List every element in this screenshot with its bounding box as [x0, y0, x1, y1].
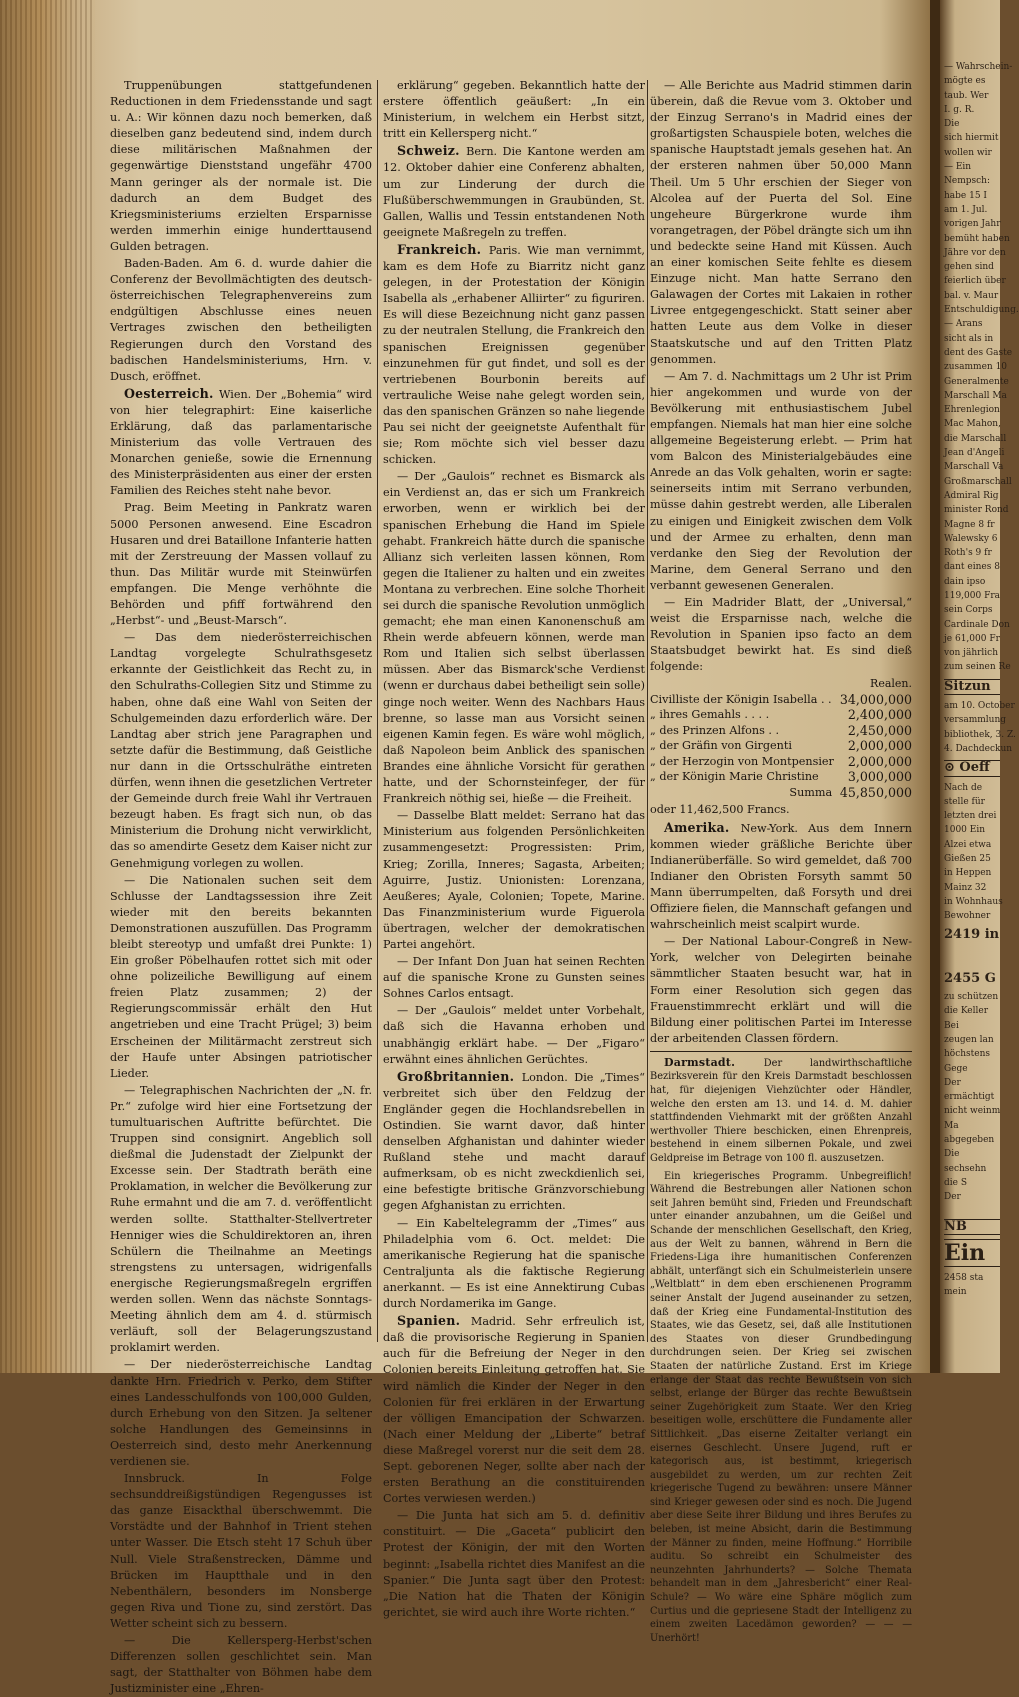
column-rule-1 [377, 80, 378, 1342]
edge-text-line: die Marschall [944, 433, 1007, 444]
edge-text-line: wollen wir [944, 147, 992, 158]
article-paragraph: — Der Infant Don Juan hat seinen Rechten auf die spanische Krone zu Gunsten seines Sohnes Carlos entsagt. [383, 955, 645, 1001]
budget-row-amount: 2,450,000 [847, 722, 912, 738]
edge-text-line: Die [944, 119, 960, 130]
edge-text-line: Walewsky 6 [944, 533, 998, 544]
article-paragraph: Frankreich. Paris. Wie man vernimmt, kam es dem Hofe zu Biarritz nicht ganz gelegen, in der Protestation der Königin Isabella als „erhabener Alliirter“ zu figuriren. Es will diese Bezeichnung nicht ganz passen zu der neutralen Stellung, die Frankreich den spanischen Ereignissen gegenüber einzunehmen für gut findet, und soll es der vertriebenen Bourbonin bereits auf vertrauliche Weise nahe gelegt worden sein, das den spanischen Gränzen so nahe liegende Pau sei nicht der geeignetste Aufenthalt für sie; Rom möchte sich viel besser dazu schicken. [383, 241, 645, 467]
article-paragraph: Truppenübungen stattgefundenen Reductionen in dem Friedensstande und sagt u. A.: Wir können dazu noch bemerken, daß dieselben ganz bedeutend sind, indem durch diese militärischen Maßnahmen der gegenwärtige Dienststand ungefähr 4700 Mann geringer als der normale ist. Die dadurch an dem Budget des Kriegsministeriums erzielten Ersparnisse werden immerhin einige hunderttausend Gulden betragen. [110, 79, 372, 253]
edge-text-line: in Wohnhaus [944, 896, 1003, 907]
edge-text-line: 119,000 Fra [944, 590, 1000, 601]
book-spine [930, 0, 940, 1373]
budget-row-amount: 2,000,000 [847, 738, 912, 754]
edge-text-line: am 10. October [944, 701, 1015, 712]
budget-row-amount: 3,000,000 [847, 769, 912, 785]
binding-edge [0, 0, 95, 1373]
edge-text-line: Roth's 9 fr [944, 548, 992, 559]
edge-text-line: Gießen 25 [944, 854, 991, 865]
edge-text-line: Generalmente [944, 376, 1009, 387]
budget-row-amount: 2,000,000 [847, 753, 912, 769]
budget-row-label: „ der Gräfin von Girgenti [650, 739, 792, 753]
edge-text-line: zeugen lan [944, 1035, 994, 1045]
edge-text-line: dent des Gaste [944, 347, 1013, 358]
edge-text-line: Jähre vor den [944, 247, 1006, 258]
budget-row-label: „ des Prinzen Alfons . . [650, 723, 780, 737]
article-paragraph: — Dasselbe Blatt meldet: Serrano hat das Ministerium aus folgenden Persönlichkeiten zusammengesetzt: Progressisten: Prim, Krieg; Zorilla, Inneres; Sagasta, Arbeiten; Aguirre, Justiz. Unionisten: Lorenzana, Aeußeres; Ayale, Colonien; Topete, Marine. Das Finanzministerium wurde Figuerola übertragen, welcher der demokratischen Partei angehört. [383, 809, 645, 951]
column-3-articles [650, 78, 912, 675]
column-2 [383, 78, 645, 1619]
edge-text-line: Marschall Ma [944, 390, 1007, 401]
article-paragraph: — Der National Labour-Congreß in New-York, welcher von Delegirten beinahe sämmtlicher Staaten besucht war, hat in Form einer Resolution sich gegen das Frauenstimmrecht erklärt und will die Bildung einer politischen Partei im Interesse der arbeitenden Classen fördern. [650, 935, 912, 1045]
article-paragraph: — Alle Berichte aus Madrid stimmen darin überein, daß die Revue vom 3. Oktober und der Einzug Serrano's in Madrid eines der großartigsten Schauspiele boten, welches die spanische Hauptstadt jemals gesehen hat. An der ersteren nahmen über 50,000 Mann Theil. Um 5 Uhr erschien der Sieger von Alcolea auf der Puerta del Sol. Eine ungeheure Bürgerkrone wurde ihm vorangetragen, der Pöbel drängte sich um ihn und bedeckte seine Hand mit Küssen. Auch an einer komischen Seite fehlte es diesem Einzuge nicht. Man hatte Serrano den Galawagen der Cortes mit Lakaien in rother Livree entgegengeschickt. Statt seiner aber hatten Leute aus dem Volke in dieser Staatskutsche und auf den Tritten Platz genommen. [650, 79, 913, 366]
edge-text-line: Alzei etwa [944, 839, 992, 850]
budget-francs: oder 11,462,500 Francs. [650, 803, 790, 817]
adjacent-page-edge [944, 60, 1019, 1340]
edge-text-line: Marschall Va [944, 462, 1004, 473]
edge-text-line: in Heppen [944, 868, 992, 879]
budget-total-label: Summa [789, 785, 833, 799]
budget-row [650, 769, 912, 785]
separator-rule [650, 1051, 912, 1052]
edge-text-line: vorigen Jahr [944, 219, 1001, 230]
edge-text-line: dain ipso [944, 576, 986, 587]
edge-text-line: Cardinale Don [944, 619, 1010, 630]
edge-text-line: sechsehn [944, 1163, 987, 1174]
edge-text-line: Ma [944, 1120, 959, 1131]
budget-row-label: „ ihres Gemahls . . . . [650, 708, 770, 722]
edge-text-line: Bewohner [944, 911, 991, 922]
edge-text-line: sein Corps [944, 605, 993, 616]
budget-row-label: „ der Herzogin von Montpensier [650, 754, 834, 768]
edge-text-line: zusammen 10 [944, 362, 1008, 373]
article-paragraph: — Der „Gaulois“ meldet unter Vorbehalt, daß sich die Havanna erhoben und unabhängig erklärt habe. — Der „Figaro“ erwähnt eines ähnlichen Gerüchtes. [383, 1004, 645, 1066]
budget-row [650, 738, 912, 754]
edge-text-line: bibliothek, 3. Z. [944, 729, 1016, 740]
budget-row [650, 692, 912, 708]
article-paragraph: — Der niederösterreichische Landtag dankte Hrn. Friedrich v. Perko, dem Stifter eines Landesschulfonds von 100,000 Gulden, durch Erhebung von den Sitzen. Ja seltener solche Handlungen des Gemeinsinns in Oesterreich sind, desto mehr Anerkennung verdienen sie. [110, 1358, 372, 1468]
edge-text-line: 1000 Ein [944, 825, 986, 836]
edge-text-line: Nach de [944, 782, 983, 793]
edge-text-line: bemüht haben [944, 233, 1010, 244]
article-paragraph: Schweiz. Bern. Die Kantone werden am 12. Oktober dahier eine Conferenz abhalten, um zur Linderung der durch die Flußüberschwemmungen in Graubünden, St. Gallen, Wallis und Tessin entstandenen Noth geeignete Maßregeln zu treffen. [383, 143, 645, 239]
edge-text-line: versammlung [944, 715, 1006, 726]
article-paragraph: — Die Nationalen suchen seit dem Schlusse der Landtagssession ihre Zeit wieder mit den bereits bekannten Demonstrationen auszufüllen. Das Programm bleibt stereotyp und umfaßt drei Punkte: 1) Ein großer Pöbelhaufen rottet sich mit oder ohne polizeiliche Bewilligung auf einem freien Platz zusammen; 2) der Regierungscommissär erhält den Hut angetrieben und eine Tracht Prügel; 3) beim Erscheinen der Militärmacht zerstreut sich der Haufe unter Absingen patriotischer Lieder. [110, 873, 372, 1080]
edge-text-line: am 1. Jul. [944, 204, 988, 215]
edge-text-line: minister Rond [944, 505, 1009, 516]
article-paragraph: — Ein Madrider Blatt, der „Universal,“ weist die Ersparnisse nach, welche die Revolution in Spanien ipso facto an dem Staatsbudget bewirkt hat. Es sind dieß folgende: [650, 596, 912, 674]
edge-text-line: Entschuldigung. [944, 305, 1019, 316]
edge-text-line: je 61,000 Fr [944, 633, 1000, 644]
edge-header-oeff: ⊙ Oeff [944, 760, 1000, 776]
edge-text-line: Bei [944, 1020, 959, 1031]
edge-nb: NB [944, 1219, 1000, 1235]
edge-text-line: mein [944, 1287, 967, 1298]
budget-row-amount: 2,400,000 [847, 707, 912, 723]
article-paragraph: Großbritannien. London. Die „Times“ verbreitet sich über den Feldzug der Engländer gegen die Hochlandsrebellen in Ostindien. Sie warnt davor, daß hinter denselben Afghanistan und dahinter wieder Rußland stehe und macht darauf aufmerksam, ob es nicht zweckdienlich sei, eine befestigte britische Gränzvorschiebung gegen Afghanistan zu errichten. [383, 1068, 645, 1213]
edge-text-line: sich hiermit [944, 133, 999, 144]
article-paragraph: — Die Kellersperg-Herbst'schen Differenzen sollen geschlichtet sein. Man sagt, der Statthalter von Böhmen habe dem Justizminister eine „Ehren- [110, 1634, 372, 1696]
column-3 [650, 78, 913, 1644]
edge-text-line: bal. v. Maur [944, 290, 999, 301]
edge-text-line: Die [944, 1149, 960, 1160]
edge-header-sitzung: Sitzun [944, 679, 1000, 695]
edge-text-line: Nempsch: [944, 176, 990, 187]
edge-text-line: Jean d'Angeli [944, 448, 1005, 459]
edge-num-1: 2419 in [944, 926, 1000, 942]
edge-text-line: sicht als in [944, 333, 994, 344]
edge-header-ein: Ein [944, 1239, 1000, 1267]
article-paragraph: — Ein Kabeltelegramm der „Times“ aus Philadelphia vom 6. Oct. meldet: Die amerikanische Regierung hat die spanische Centraljunta als die faktische Regierung anerkannt. — Es ist eine Annektirung Cubas durch Nordamerika im Gange. [383, 1216, 645, 1311]
edge-text-line: 4. Dachdeckun [944, 743, 1013, 754]
edge-text-line: Der [944, 1077, 961, 1088]
edge-text-line: die S [944, 1177, 967, 1188]
budget-total: 45,850,000 [839, 784, 912, 800]
article-paragraph: Innsbruck. In Folge sechsunddreißigstündigen Regengusses ist das ganze Eisackthal überschwemmt. Die Vorstädte und der Bahnhof in Trient stehen unter Wasser. Die Etsch steht 17 Schuh über Null. Viele Straßenstrecken, Dämme und Brücken im Hauptthale und in den Nebenthälern, besonders im Nonsberge gegen Riva und Tione zu, sind zerstört. Das Wetter scheint sich zu bessern. [110, 1472, 372, 1630]
edge-text-line: feierlich über [944, 276, 1006, 287]
article-paragraph: erklärung“ gegeben. Bekanntlich hatte der erstere öffentlich geäußert: „In ein Ministerium, in welchem ein Herbst sitzt, tritt ein Kellersperg nicht.“ [383, 79, 645, 141]
edge-text-line: dant eines 8 [944, 562, 1000, 573]
edge-text-line: mögte es [944, 76, 986, 87]
edge-text-line: — Ein [944, 162, 972, 173]
edge-text-line: I. g. R. [944, 104, 975, 115]
edge-text-line: stelle für [944, 796, 985, 807]
article-paragraph: — Am 7. d. Nachmittags um 2 Uhr ist Prim hier angekommen und wurde von der Bevölkerung mit enthusiastischem Jubel empfangen. Niemals hat man hier eine solche allgemeine Begeisterung erlebt. — Prim hat vom Balcon des Ministerialgebäudes eine Anrede an das Volk gehalten, worin er sagte: seinerseits intim mit Serrano verbunden, müsse dahin gestrebt werden, alle Liberalen zu einigen und Einigkeit zwischen dem Volk und der Armee zu erhalten, denn man verdanke den Sieg der Revolution der Marine, dem General Serrano und den verbannt gewesenen Generalen. [650, 369, 912, 592]
article-paragraph: — Der „Gaulois“ rechnet es Bismarck als ein Verdienst an, das er sich um Frankreich erworben, wenn er wirklich bei der spanischen Erhebung die Hand im Spiele gehabt. Frankreich hätte durch die spanische Allianz sich verleiten lassen können, Rom gegen die Italiener zu halten und ein zweites Montana zu verbrechen. Eine solche Thorheit sei durch die spanische Revolution unmöglich gemacht; ehe man einen Kanonenschuß am Rhein werde abfeuern können, werde man Rom und Italien sich selbst überlassen müssen. Aber das Bismarck'sche Verdienst (wenn er durchaus dabei betheiligt sein solle) ginge noch weiter. Wenn des Nachbars Haus brenne, so lasse man aus Vorsicht seinen eigenen Kamin fegen. Es wäre wohl möglich, daß Napoleon beim Anblick des spanischen Brandes eine ähnliche Vorsicht für gerathen hatte, und der Schornsteinfeger, der für Frankreich nöthig sei, hieße — die Freiheit. [383, 470, 645, 806]
edge-text-line: letzten drei [944, 811, 997, 822]
article-paragraph: — Telegraphischen Nachrichten der „N. fr. Pr.“ zufolge wird hier eine Fortsetzung der tumultuarischen Auftritte befürchtet. Die Truppen sind consignirt. Angeblich soll dießmal die Judenstadt der Zielpunkt der Excesse sein. Der Stadtrath beräth eine Proklamation, in welcher die Bevölkerung zur Ruhe ermahnt und die am 7. d. veröffentlicht werden sollte. Statthalter-Stellvertreter Henniger wies die Schuldirektoren an, ihren Schülern die Theilnahme an Meetings strengstens zu untersagen, widrigenfalls energische Regierungsmaßregeln ergriffen werden sollen. Wenn das nächste Sonntags-Meeting ähnlich dem am 4. d. stürmisch verläuft, soll der Belagerungszustand proklamirt werden. [110, 1083, 372, 1355]
article-paragraph: Oesterreich. Wien. Der „Bohemia“ wird von hier telegraphirt: Eine kaiserliche Erklärung, daß das parlamentarische Ministerium das volle Vertrauen des Monarchen genieße, sowie die Ernennung des Ministerpräsidenten aus einer der ersten Familien des Reiches steht nahe bevor. [110, 385, 372, 498]
edge-text-line: abgegeben [944, 1135, 995, 1146]
article-paragraph: Spanien. Madrid. Sehr erfreulich ist, daß die provisorische Regierung in Spanien auch für die Befreiung der Neger in den Colonien bereits Einleitung getroffen hat. Sie wird nämlich die Kinder der Neger in den Colonien für frei erklären in der Erwartung der völligen Emancipation der Schwarzen. (Nach einer Meldung der „Liberte“ betraf diese Maßregel vorerst nur die seit dem 28. Sept. geborenen Neger, sollte aber nach der ersten Berathung an die constituirenden Cortes verwiesen werden.) [383, 1313, 645, 1506]
edge-text-line: nicht weinm [944, 1106, 1001, 1117]
budget-header: Realen. [870, 677, 912, 691]
column-3-america [650, 820, 912, 1047]
notice-paragraph: Ein kriegerisches Programm. Unbegreiflich! Während die Bestrebungen aller Nationen schon seit Jahren bemüht sind, Frieden und Freundschaft unter einander anzubahnen, um die Geißel und Schande der menschlichen Gesellschaft, den Krieg, aus der Welt zu bannen, während in Bern die Friedens-Liga ihre humanitischen Conferenzen abhält, unterfängt sich ein Schulmeisterlein unsere „Weltblatt“ in dem eben erschienenen Programm seiner Anstalt der Jugend auseinander zu setzen, daß der Krieg eine Fundamental-Institution des Staates, wie das Gesetz, sei, daß alle Institutionen des Staates von dieser Grundbedingung durchdrungen seien. Der Krieg sei zwischen Staaten der natürliche Zustand. Erst im Kriege erlange der Staat das rechte Bewußtsein von sich selbst, erlange der Bürger das rechte Bewußtsein seiner Zugehörigkeit zum Staate. Wer den Krieg beseitigen wolle, erschüttere die Fundamente aller Sittlichkeit. „Das eiserne Zeitalter verlangt ein eisernes Geschlecht. Unsere Jugend, ruft er kategorisch aus, ist bestimmt, kriegerisch ausgebildet zu werden, um zur rechten Zeit kriegerische Tugend zu bewähren: unsere Männer sind Krieger gewesen oder sind es noch. Die Jugend aber diese Seite ihrer Bildung und ihres Berufes zu beleben, ist meine Absicht, darin die Bestimmung der Männer zu finden, meine Hoffnung.“ Horribile auditu. So schreibt ein Schulmeister des neunzehnten Jahrhunderts? — Solche Themata behandelt man in dem „Jahresbericht“ einer Real-Schule? — Wo wäre eine Sphäre möglich zum Curtius und die gepriesene Stadt der Intelligenz zu einem zweiten Lacedämon geworden? — — — Unerhört! [650, 1170, 912, 1644]
budget-row [650, 723, 912, 739]
edge-text-line: Großmarschall [944, 476, 1012, 487]
edge-text-line: taub. Wer [944, 90, 989, 101]
budget-row-label: Civilliste der Königin Isabella . . [650, 692, 832, 706]
edge-text-line: gehen sind [944, 262, 994, 273]
edge-text-line: Der [944, 1192, 961, 1203]
edge-text-line: zu schützen [944, 992, 999, 1003]
edge-text-line: 2458 sta [944, 1272, 984, 1283]
column-rule-2 [647, 80, 648, 1342]
budget-table [650, 676, 912, 800]
edge-text-line: Gege [944, 1063, 968, 1074]
edge-text-line: Magne 8 fr [944, 519, 995, 530]
article-paragraph: — Das dem niederösterreichischen Landtag vorgelegte Schulrathsgesetz erkannte der Geistlichkeit das Recht zu, in den Schulraths-Collegien Sitz und Stimme zu haben, ohne daß eine Wahl von Seiten der Schulgemeinden dazu erforderlich wäre. Der Landtag aber strich jene Paragraphen und setzte dafür die Bestimmung, daß Geistliche nur dann in die Ortsschulräthe eintreten dürfen, wenn ihnen die gesetzlichen Vertreter der Gemeinde durch freie Wahl ihr Vertrauen bezeugt haben. Es fragt sich nun, ob das Ministerium die Drohung nicht verwirklicht, das so amendirte Gesetz dem Kaiser nicht zur Genehmigung vorlegen zu wollen. [110, 631, 372, 870]
edge-text-line: Mainz 32 [944, 882, 987, 893]
edge-text-line: die Keller [944, 1006, 989, 1017]
budget-row-amount: 34,000,000 [839, 691, 912, 707]
edge-text-line: Mac Mahon, [944, 419, 1001, 430]
article-paragraph: Amerika. New-York. Aus dem Innern kommen wieder gräßliche Berichte über Indianerüberfälle. So wird gemeldet, daß 700 Indianer den Obristen Forsyth sammt 50 Mann überrumpelten, daß Forsyth und drei Offiziere fielen, die Mannschaft gefangen und wahrscheinlich meist scalpirt wurde. [650, 819, 912, 932]
edge-num-2: 2455 G [944, 970, 996, 986]
budget-row [650, 754, 912, 770]
edge-text-line: — Wahrschein- [944, 62, 1013, 72]
local-notices [650, 1056, 912, 1646]
edge-text-line: zum seinen Re [944, 662, 1011, 673]
article-paragraph: — Die Junta hat sich am 5. d. definitiv constituirt. — Die „Gaceta“ publicirt den Protest der Königin, der mit den Worten beginnt: „Isabella richtet dies Manifest an die Spanier.“ Die Junta sagt über den Protest: „Die Nation hat die Thaten der Königin gerichtet, sie wird auch ihre Worte richten.“ [383, 1509, 645, 1619]
budget-row [650, 707, 912, 723]
edge-text-line: Ehrenlegion [944, 405, 1000, 416]
edge-text-line: höchstens [944, 1049, 991, 1060]
edge-text-line: ermächtigt [944, 1092, 995, 1103]
edge-text-line: von jährlich [944, 648, 999, 659]
edge-text-line: — Arans [944, 319, 983, 330]
column-1 [110, 78, 372, 1696]
notice-paragraph: Darmstadt. Der landwirthschaftliche Bezirksverein für den Kreis Darmstadt beschlossen hat, für diejenigen Viehzüchter oder Händler, welche den ersten am 13. und 14. d. M. dahier stattfindenden Viehmarkt mit der größten Anzahl werthvoller Thiere beschicken, einen Ehrenpreis, bestehend in einem silbernen Pokale, und zwei Geldpreise im Betrage von 100 fl. auszusetzen. [650, 1055, 912, 1165]
edge-text-line: Admiral Rig [944, 490, 999, 501]
edge-text-line: habe 15 I [944, 190, 987, 201]
article-paragraph: Baden-Baden. Am 6. d. wurde dahier die Conferenz der Bevollmächtigten des deutsch-österreichischen Telegraphenvereins zum endgültigen Abschlusse eines neuen Vertrages zwischen den betheiligten Regierungen durch den Vorstand des badischen Handelsministeriums, Hrn. v. Dusch, eröffnet. [110, 257, 372, 383]
article-paragraph: Prag. Beim Meeting in Pankratz waren 5000 Personen anwesend. Eine Escadron Husaren und drei Bataillone Infanterie hatten mit der Zerstreuung der Massen vollauf zu thun. Das Militär wurde mit Steinwürfen empfangen. Die Menge verhöhnte die Behörden und pfiff fortwährend den „Herbst“- und „Beust-Marsch“. [110, 501, 372, 628]
budget-row-label: „ der Königin Marie Christine [650, 770, 819, 784]
